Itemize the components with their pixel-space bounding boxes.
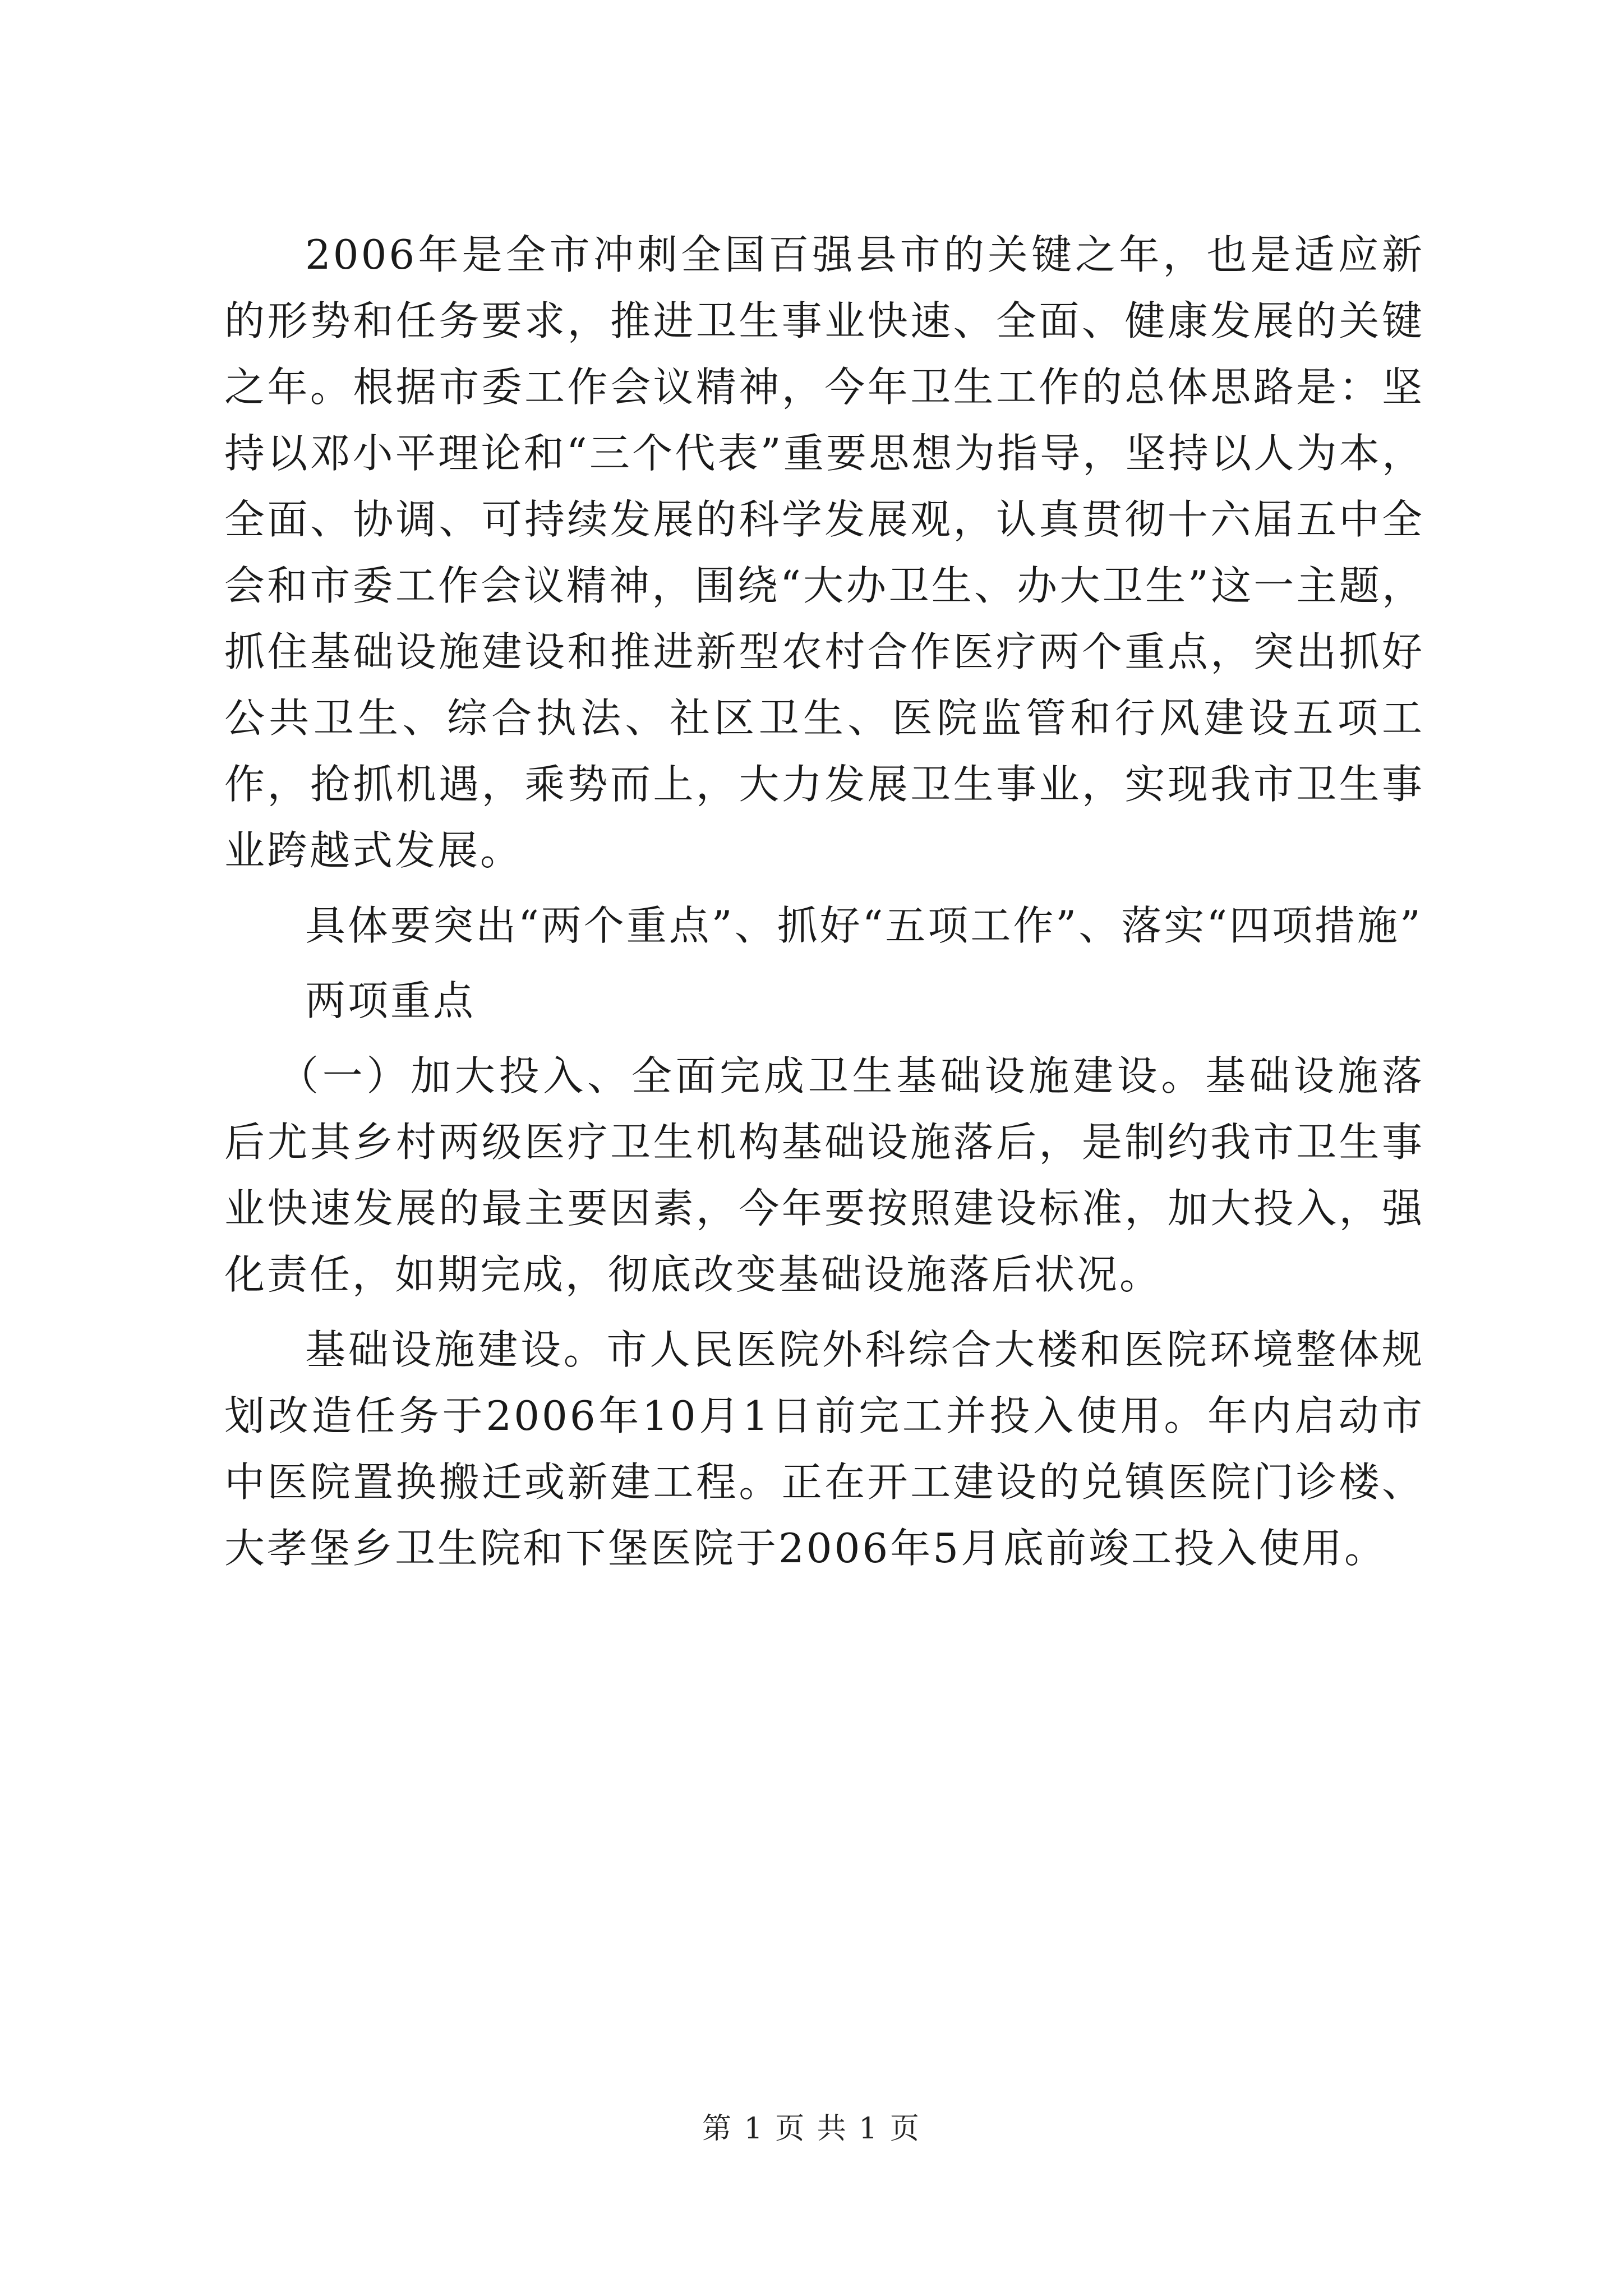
paragraph-infrastructure-construction: 基础设施建设。市人民医院外科综合大楼和医院环境整体规划改造任务于2006年10月1日前完工并投入使用。年内启动市中医院置换搬迁或新建工程。正在开工建设的兑镇医院门诊楼、大孝堡乡卫生院和下堡医院于2006年5月底前竣工投入使用。 [224, 1326, 1424, 1572]
paragraph-key-points-summary: 具体要突出“两个重点”、抓好“五项工作”、落实“四项措施” [305, 902, 1423, 949]
page-number-footer: 第 1 页 共 1 页 [702, 2112, 921, 2146]
document-body [224, 222, 1424, 1581]
paragraph-item-one-infrastructure: （一）加大投入、全面完成卫生基础设施建设。基础设施落后尤其乡村两级医疗卫生机构基础设施落后，是制约我市卫生事业快速发展的最主要因素，今年要按照建设标准，加大投入，强化责任，如期完成，彻底改变基础设施落后状况。 [224, 1052, 1424, 1298]
section-heading-two-key-points: 两项重点 [305, 977, 476, 1024]
paragraph-overall-approach: 2006年是全市冲刺全国百强县市的关键之年，也是适应新的形势和任务要求，推进卫生事业快速、全面、健康发展的关键之年。根据市委工作会议精神，今年卫生工作的总体思路是：坚持以邓小平理论和“三个代表”重要思想为指导，坚持以人为本，全面、协调、可持续发展的科学发展观，认真贯彻十六届五中全会和市委工作会议精神，围绕“大办卫生、办大卫生”这一主题，抓住基础设施建设和推进新型农村合作医疗两个重点，突出抓好公共卫生、综合执法、社区卫生、医院监管和行风建设五项工作，抢抓机遇，乘势而上，大力发展卫生事业，实现我市卫生事业跨越式发展。 [224, 231, 1424, 874]
